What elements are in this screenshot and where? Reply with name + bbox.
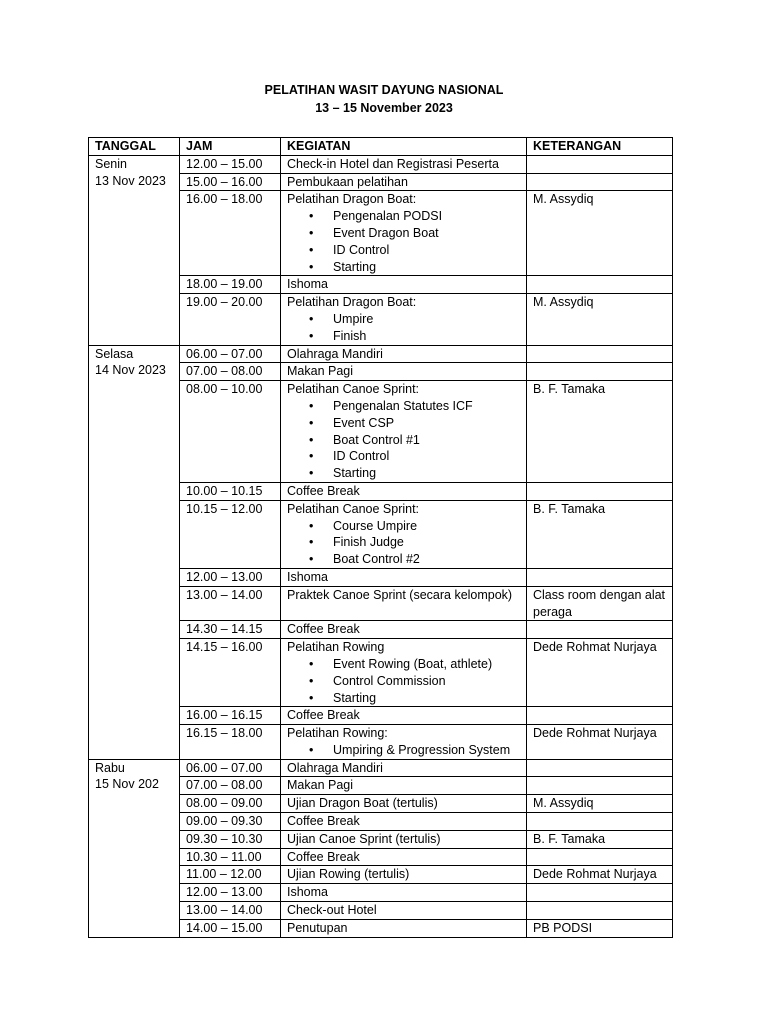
activity-cell: [281, 191, 527, 276]
activity-cell: [281, 482, 527, 500]
document-title: PELATIHAN WASIT DAYUNG NASIONAL: [264, 83, 504, 97]
activity-cell: [281, 813, 527, 831]
bullet-item: • Umpire: [287, 311, 520, 328]
activity-cell: [281, 795, 527, 813]
activity-cell: [281, 884, 527, 902]
activity-text: Penutupan: [287, 920, 348, 935]
activity-cell: [281, 725, 527, 760]
note-cell: [527, 345, 673, 363]
time-cell: 09.00 – 09.30: [180, 813, 281, 831]
activity-text: Makan Pagi: [287, 778, 354, 793]
time-cell: 10.15 – 12.00: [180, 500, 281, 568]
bullet-item: • Boat Control #1: [287, 432, 520, 449]
time-cell: 19.00 – 20.00: [180, 294, 281, 345]
time-cell: 08.00 – 10.00: [180, 381, 281, 483]
activity-cell: [281, 586, 527, 621]
note-cell: M. Assydiq: [527, 294, 673, 345]
header-jam: JAM: [180, 138, 281, 156]
activity-bullet-list: [287, 311, 520, 345]
activity-bullet-list: [287, 656, 520, 706]
time-cell: 08.00 – 09.00: [180, 795, 281, 813]
note-cell: [527, 363, 673, 381]
activity-text: Ujian Dragon Boat (tertulis): [287, 796, 438, 811]
activity-cell: [281, 902, 527, 920]
note-cell: [527, 568, 673, 586]
table-row: [89, 155, 673, 173]
time-cell: 16.00 – 16.15: [180, 707, 281, 725]
note-cell: [527, 482, 673, 500]
time-cell: 12.00 – 13.00: [180, 884, 281, 902]
activity-cell: [281, 621, 527, 639]
day-name: Senin: [95, 156, 127, 171]
activity-text: Coffee Break: [287, 814, 360, 829]
activity-text: Pelatihan Dragon Boat:: [287, 192, 417, 207]
activity-text: Pelatihan Canoe Sprint:: [287, 382, 420, 397]
day-date: 15 Nov 202: [95, 777, 159, 792]
time-cell: 07.00 – 08.00: [180, 777, 281, 795]
activity-text: Ishoma: [287, 885, 328, 900]
activity-text: Praktek Canoe Sprint (secara kelompok): [287, 587, 513, 602]
time-cell: 12.00 – 13.00: [180, 568, 281, 586]
bullet-item: • Starting: [287, 465, 520, 482]
bullet-item: • Event Rowing (Boat, athlete): [287, 656, 520, 673]
activity-cell: [281, 500, 527, 568]
bullet-item: • Pengenalan Statutes ICF: [287, 398, 520, 415]
note-cell: [527, 621, 673, 639]
activity-cell: [281, 707, 527, 725]
note-cell: [527, 902, 673, 920]
document-subtitle: 13 – 15 November 2023: [315, 101, 453, 115]
note-cell: [527, 813, 673, 831]
note-cell: Class room dengan alat peraga: [527, 586, 673, 621]
table-row: [89, 759, 673, 777]
note-cell: [527, 759, 673, 777]
activity-cell: [281, 568, 527, 586]
activity-text: Pelatihan Dragon Boat:: [287, 295, 417, 310]
bullet-item: • Pengenalan PODSI: [287, 208, 520, 225]
time-cell: 09.30 – 10.30: [180, 830, 281, 848]
activity-text: Makan Pagi: [287, 364, 354, 379]
activity-text: Check-in Hotel dan Registrasi Peserta: [287, 156, 499, 171]
day-date: 14 Nov 2023: [95, 363, 166, 378]
activity-cell: [281, 381, 527, 483]
activity-cell: [281, 759, 527, 777]
activity-bullet-list: [287, 398, 520, 482]
time-cell: 11.00 – 12.00: [180, 866, 281, 884]
activity-cell: [281, 639, 527, 707]
time-cell: 14.00 – 15.00: [180, 919, 281, 937]
time-cell: 18.00 – 19.00: [180, 276, 281, 294]
time-cell: 10.30 – 11.00: [180, 848, 281, 866]
activity-cell: [281, 345, 527, 363]
day-name: Rabu: [95, 760, 125, 775]
activity-text: Ishoma: [287, 277, 328, 292]
note-cell: Dede Rohmat Nurjaya: [527, 725, 673, 760]
activity-cell: [281, 777, 527, 795]
bullet-item: • Boat Control #2: [287, 551, 520, 568]
bullet-item: • Starting: [287, 690, 520, 707]
time-cell: 15.00 – 16.00: [180, 173, 281, 191]
schedule-body: [89, 155, 673, 937]
activity-text: Pembukaan pelatihan: [287, 174, 408, 189]
note-cell: M. Assydiq: [527, 191, 673, 276]
time-cell: 07.00 – 08.00: [180, 363, 281, 381]
note-cell: M. Assydiq: [527, 795, 673, 813]
note-cell: [527, 707, 673, 725]
time-cell: 16.00 – 18.00: [180, 191, 281, 276]
note-cell: [527, 276, 673, 294]
bullet-item: • Finish: [287, 328, 520, 345]
note-cell: B. F. Tamaka: [527, 830, 673, 848]
activity-cell: [281, 848, 527, 866]
note-cell: [527, 848, 673, 866]
note-cell: B. F. Tamaka: [527, 381, 673, 483]
bullet-item: • Control Commission: [287, 673, 520, 690]
header-row: [89, 138, 673, 156]
bullet-item: • Umpiring & Progression System: [287, 742, 520, 759]
bullet-item: • ID Control: [287, 242, 520, 259]
date-cell: [89, 155, 180, 345]
header-keterangan: KETERANGAN: [527, 138, 673, 156]
activity-text: Olahraga Mandiri: [287, 760, 383, 775]
activity-cell: [281, 294, 527, 345]
activity-cell: [281, 363, 527, 381]
bullet-item: • Course Umpire: [287, 518, 520, 535]
activity-text: Olahraga Mandiri: [287, 346, 383, 361]
activity-text: Coffee Break: [287, 483, 360, 498]
activity-text: Ujian Rowing (tertulis): [287, 867, 410, 882]
date-cell: [89, 759, 180, 937]
activity-text: Coffee Break: [287, 708, 360, 723]
activity-cell: [281, 276, 527, 294]
note-cell: PB PODSI: [527, 919, 673, 937]
note-cell: Dede Rohmat Nurjaya: [527, 866, 673, 884]
time-cell: 16.15 – 18.00: [180, 725, 281, 760]
time-cell: 10.00 – 10.15: [180, 482, 281, 500]
time-cell: 13.00 – 14.00: [180, 586, 281, 621]
note-cell: [527, 155, 673, 173]
note-cell: [527, 777, 673, 795]
day-date: 13 Nov 2023: [95, 173, 166, 188]
activity-text: Pelatihan Rowing: [287, 640, 385, 655]
activity-text: Check-out Hotel: [287, 903, 377, 918]
note-cell: [527, 884, 673, 902]
activity-text: Pelatihan Canoe Sprint:: [287, 501, 420, 516]
date-cell: [89, 345, 180, 759]
header-tanggal: TANGGAL: [89, 138, 180, 156]
activity-text: Pelatihan Rowing:: [287, 726, 388, 741]
time-cell: 06.00 – 07.00: [180, 759, 281, 777]
activity-bullet-list: [287, 208, 520, 275]
note-cell: Dede Rohmat Nurjaya: [527, 639, 673, 707]
header-kegiatan: KEGIATAN: [281, 138, 527, 156]
time-cell: 14.15 – 16.00: [180, 639, 281, 707]
bullet-item: • Event CSP: [287, 415, 520, 432]
activity-text: Coffee Break: [287, 622, 360, 637]
note-cell: [527, 173, 673, 191]
schedule-table: [88, 137, 673, 938]
note-cell: B. F. Tamaka: [527, 500, 673, 568]
activity-text: Ishoma: [287, 569, 328, 584]
bullet-item: • Finish Judge: [287, 534, 520, 551]
bullet-item: • ID Control: [287, 448, 520, 465]
time-cell: 13.00 – 14.00: [180, 902, 281, 920]
activity-cell: [281, 866, 527, 884]
table-row: [89, 345, 673, 363]
time-cell: 14.30 – 14.15: [180, 621, 281, 639]
time-cell: 12.00 – 15.00: [180, 155, 281, 173]
bullet-item: • Starting: [287, 259, 520, 276]
activity-text: Coffee Break: [287, 849, 360, 864]
activity-bullet-list: [287, 742, 520, 759]
activity-text: Ujian Canoe Sprint (tertulis): [287, 831, 441, 846]
activity-cell: [281, 173, 527, 191]
bullet-item: • Event Dragon Boat: [287, 225, 520, 242]
activity-cell: [281, 830, 527, 848]
activity-cell: [281, 919, 527, 937]
day-name: Selasa: [95, 346, 134, 361]
time-cell: 06.00 – 07.00: [180, 345, 281, 363]
activity-bullet-list: [287, 518, 520, 568]
activity-cell: [281, 155, 527, 173]
